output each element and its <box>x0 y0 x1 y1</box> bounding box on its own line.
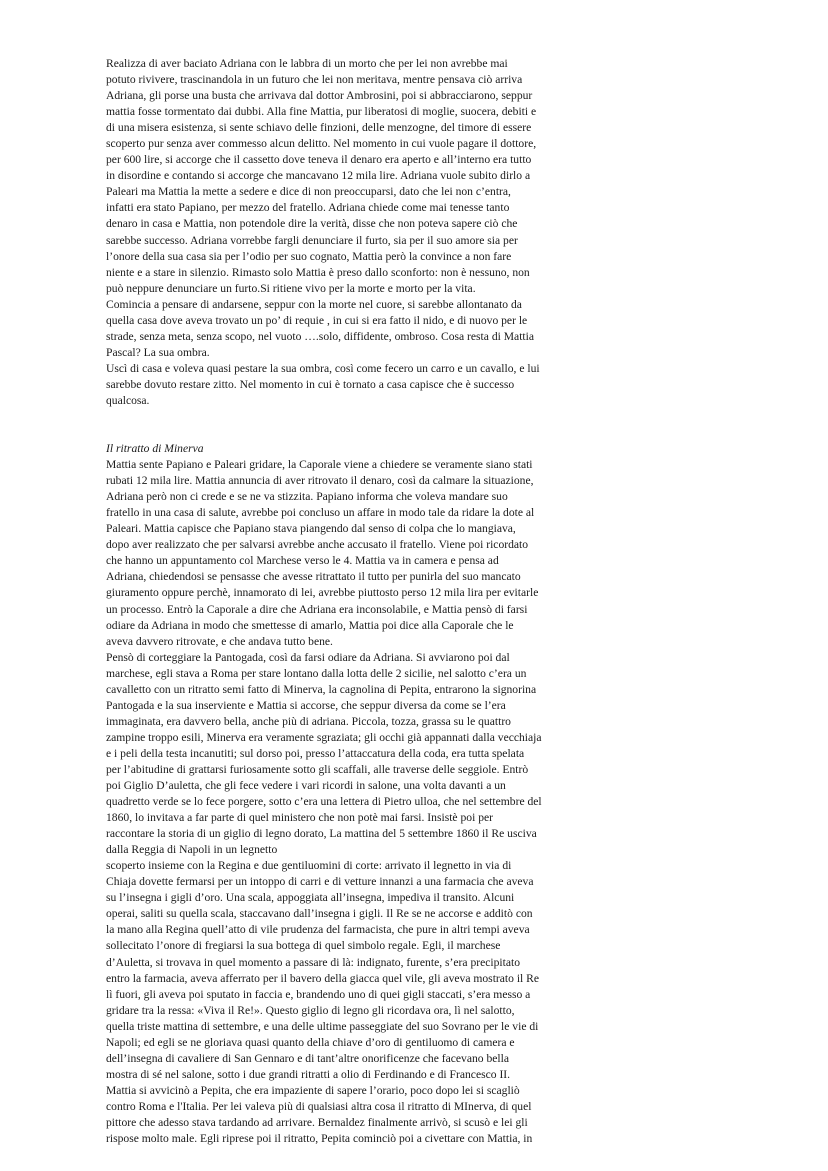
text-line: su l’insegna i gigli d’oro. Una scala, appoggiata all’insegna, impediva il transito. Alcuni <box>106 891 515 905</box>
text-line: sarebbe successo. Adriana vorrebbe fargli denunciare il furto, sia per il suo amore sia per <box>106 233 518 247</box>
text-line: quella triste mattina di settembre, e una delle ultime passeggiate del suo Sovrano per le vie di <box>106 1019 539 1033</box>
section-title: Il ritratto di Minerva <box>106 442 204 456</box>
text-line: rispose molto male. Egli riprese poi il ritratto, Pepita cominciò poi a civettare con Mattia, in <box>106 1132 533 1146</box>
text-line: Comincia a pensare di andarsene, seppur con la morte nel cuore, si sarebbe allontanato da <box>106 297 522 311</box>
text-line: Paleari ma Mattia la mette a sedere e dice di non preoccuparsi, dato che lei non c’entra, <box>106 185 511 199</box>
text-line: raccontare la storia di un giglio di legno dorato, La mattina del 5 settembre 1860 il Re usciva <box>106 827 537 841</box>
text-line: la mano alla Regina quell’atto di vile prudenza del farmacista, che pure in altri tempi aveva <box>106 923 530 937</box>
text-line: infatti era stato Papiano, per mezzo del fratello. Adriana chiede come mai tenesse tanto <box>106 201 510 215</box>
text-line: aveva davvero ritrovate, e che andava tutto bene. <box>106 634 333 648</box>
text-line: quadretto verde se lo fece porgere, sotto c’era una lettera di Pietro ulloa, che nel settembre del <box>106 795 542 809</box>
text-line: operai, saliti su quella scala, staccavano dall’insegna i gigli. Il Re se ne accorse e additò con <box>106 907 533 921</box>
text-line: contro Roma e l'Italia. Per lei valeva più di qualsiasi altra cosa il ritratto di MInerva, di quel <box>106 1099 532 1113</box>
text-line: potuto rivivere, trascinandola in un futuro che lei non meritava, mentre pensava ciò arriva <box>106 73 523 87</box>
intro-paragraphs <box>106 56 712 409</box>
text-line: fratello in una casa di salute, avrebbe poi concluso un affare in modo tale da ridare la dote al <box>106 506 535 520</box>
text-line: 1860, lo invitava a far parte di quel ministero che non potè mai farsi. Insistè poi per <box>106 811 493 825</box>
text-line: Pascal? La sua ombra. <box>106 345 210 359</box>
text-line: sollecitato l’onore di fregiarsi la sua bottega di quel simbolo regale. Egli, il marchese <box>106 939 501 953</box>
text-line: poi Giglio D’auletta, che gli fece vedere i vari ricordi in salone, una volta davanti a un <box>106 779 506 793</box>
text-line: Uscì di casa e voleva quasi pestare la sua ombra, così come fecero un carro e un cavallo, e lui <box>106 361 540 375</box>
text-line: per 600 lire, si accorge che il cassetto dove teneva il denaro era aperto e all’interno era tutto <box>106 153 532 167</box>
text-line: Mattia si avvicinò a Pepita, che era impaziente di sapere l’orario, poco dopo lei si scagliò <box>106 1083 520 1097</box>
text-line: Pantogada e la sua inserviente e Mattia si accorse, che seppur diversa da come se l’era <box>106 698 506 712</box>
text-line: zampine troppo esili, Minerva era veramente sgraziata; gli occhi già appannati dalla vecchiaja <box>106 730 542 744</box>
text-line: dopo aver realizzato che per salvarsi avrebbe anche accusato il fratello. Viene poi ricordato <box>106 538 529 552</box>
text-line: mostra di sé nel salone, sotto i due grandi ritratti a olio di Ferdinando e di Francesco II. <box>106 1067 511 1081</box>
text-line: giuramento oppure perchè, innamorato di lei, avrebbe piuttosto perso 12 mila lira per evitarle <box>106 586 539 600</box>
text-line: cavalletto con un ritratto semi fatto di Minerva, la cagnolina di Pepita, entrarono la signorina <box>106 682 537 696</box>
text-line: entro la farmacia, aveva afferrato per il bavero della giacca quel vile, gli aveva mostrato il Re <box>106 971 540 985</box>
text-line: d’Auletta, si trovava in quel momento a passare di là: indignato, furente, s’era precipitato <box>106 955 521 969</box>
text-line: rubati 12 mila lire. Mattia annuncia di aver ritrovato il denaro, così da calmare la situazione, <box>106 474 534 488</box>
text-line: Mattia sente Papiano e Paleari gridare, la Caporale viene a chiedere se veramente siano stati <box>106 458 533 472</box>
text-line: dalla Reggia di Napoli in un legnetto <box>106 843 278 857</box>
text-line: odiare da Adriana in modo che smettesse di amarlo, Mattia poi dice alla Caporale che le <box>106 618 514 632</box>
text-line: può neppure denunciare un furto.Si ritiene vivo per la morte e morto per la vita. <box>106 281 476 295</box>
text-line: che hanno un appuntamento col Marchese verso le 4. Mattia va in camera e pensa ad <box>106 554 499 568</box>
text-line: Adriana, chiedendosi se pensasse che avesse ritrattato il tutto per punirla del suo mancato <box>106 570 521 584</box>
text-line: Paleari. Mattia capisce che Papiano stava piangendo dal senso di colpa che lo mangiava, <box>106 522 516 536</box>
text-line: pittore che adesso stava tardando ad arrivare. Bernaldez finalmente arrivò, si scusò e lei gli <box>106 1116 528 1129</box>
text-line: Adriana, gli porse una busta che arrivava dal dottor Ambrosini, poi si abbracciarono, seppur <box>106 89 533 103</box>
text-line: lì fuori, gli aveva poi sputato in faccia e, brandendo uno di quei gigli staccati, s’era messo a <box>106 987 531 1001</box>
text-line: Realizza di aver baciato Adriana con le labbra di un morto che per lei non avrebbe mai <box>106 57 508 70</box>
text-line: e i peli della testa incanutiti; sul dorso poi, presso l’attaccatura della coda, era tutta spelata <box>106 746 525 760</box>
text-line: un processo. Entrò la Caporale a dire che Adriana era inconsolabile, e Mattia pensò di farsi <box>106 602 528 616</box>
text-line: niente e a stare in silenzio. Rimasto solo Mattia è preso dallo sconforto: non è nessuno, non <box>106 265 530 279</box>
text-line: Napoli; ed egli se ne gloriava quasi quanto della chiave d’oro di gentiluomo di camera e <box>106 1035 515 1049</box>
text-line: immaginata, era davvero bella, anche più di adriana. Piccola, tozza, grassa su le quattro <box>106 714 511 728</box>
text-line: l’onore della sua casa sia per l’odio per suo cognato, Mattia però la convince a non fare <box>106 249 512 263</box>
text-line: scoperto pur senza aver commesso alcun delitto. Nel momento in cui vuole pagare il dottore, <box>106 137 537 151</box>
text-line: strade, senza meta, senza scopo, nel vuoto ….solo, diffidente, ombroso. Cosa resta di Mattia <box>106 329 535 343</box>
text-line: dell’insegna di cavaliere di San Gennaro e di tant’altre onorificenze che facevano bella <box>106 1051 510 1065</box>
text-line: in disordine e contando si accorge che mancavano 12 mila lire. Adriana vuole subito dirlo a <box>106 169 531 183</box>
text-line: Pensò di corteggiare la Pantogada, così da farsi odiare da Adriana. Si avviarono poi dal <box>106 650 510 664</box>
text-line: marchese, egli stava a Roma per stare lontano dalla lotta delle 2 sicilie, nel salotto c’era un <box>106 666 527 680</box>
section-gap <box>106 409 712 441</box>
text-line: scoperto insieme con la Regina e due gentiluomini di corte: arrivato il legnetto in via di <box>106 859 512 873</box>
section-paragraphs <box>106 457 712 1147</box>
document-page <box>106 56 712 1147</box>
text-line: gridare tra la ressa: «Viva il Re!». Questo giglio di legno gli ricordava ora, lì nel salotto, <box>106 1003 515 1017</box>
text-line: quella casa dove aveva trovato un po’ di requie , in cui si era fatto il nido, e di nuovo per le <box>106 313 528 327</box>
text-line: Adriana però non ci crede e se ne va stizzita. Papiano informa che voleva mandare suo <box>106 490 508 504</box>
text-line: di una misera esistenza, si sente schiavo delle finzioni, delle menzogne, del timore di essere <box>106 121 532 135</box>
text-line: per l’abitudine di grattarsi furiosamente sotto gli scaffali, alle traverse delle seggiole. Entrò <box>106 762 529 776</box>
text-line: qualcosa. <box>106 393 150 407</box>
text-line: mattia fosse tormentato dai dubbi. Alla fine Mattia, pur liberatosi di moglie, suocera, debiti e <box>106 105 537 119</box>
text-line: sarebbe dovuto restare zitto. Nel momento in cui è tornato a casa capisce che è successo <box>106 377 515 391</box>
text-line: denaro in casa e Mattia, non potendole dire la verità, disse che non poteva sapere ciò che <box>106 217 518 231</box>
text-line: Chiaja dovette fermarsi per un intoppo di carri e di vetture innanzi a una farmacia che aveva <box>106 875 534 889</box>
